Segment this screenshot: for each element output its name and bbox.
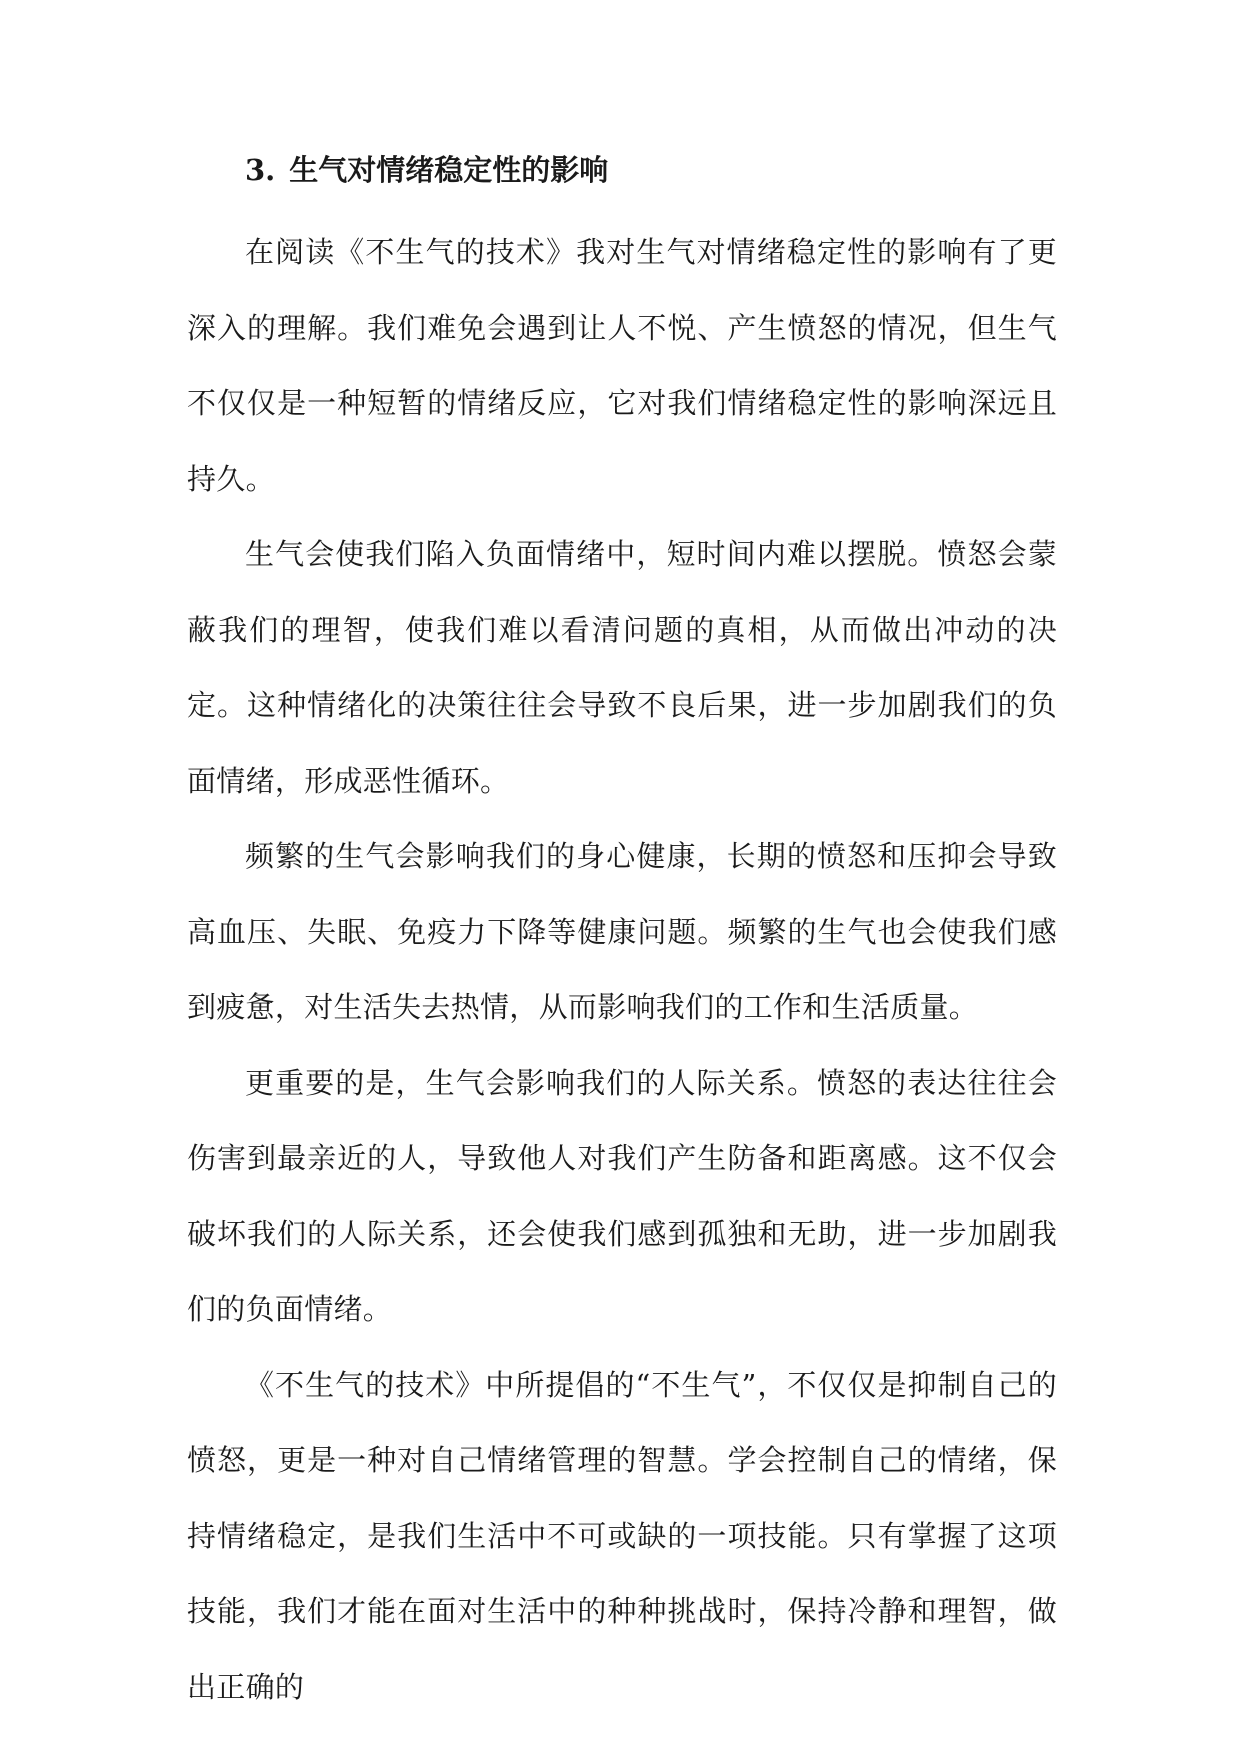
paragraph-1: 在阅读《不生气的技术》我对生气对情绪稳定性的影响有了更深入的理解。我们难免会遇到让人不悦、产生愤怒的情况，但生气不仅仅是一种短暂的情绪反应，它对我们情绪稳定性的影响深远且持久。	[187, 235, 1057, 496]
paragraph-2: 生气会使我们陷入负面情绪中，短时间内难以摆脱。愤怒会蒙蔽我们的理智，使我们难以看清问题的真相，从而做出冲动的决定。这种情绪化的决策往往会导致不良后果，进一步加剧我们的负面情绪，形成恶性循环。	[187, 537, 1057, 798]
paragraph-4: 更重要的是，生气会影响我们的人际关系。愤怒的表达往往会伤害到最亲近的人，导致他人对我们产生防备和距离感。这不仅会破坏我们的人际关系，还会使我们感到孤独和无助，进一步加剧我们的负面情绪。	[187, 1065, 1057, 1326]
paragraph-3: 频繁的生气会影响我们的身心健康，长期的愤怒和压抑会导致高血压、失眠、免疫力下降等健康问题。频繁的生气也会使我们感到疲惫，对生活失去热情，从而影响我们的工作和生活质量。	[187, 839, 1057, 1024]
section-number: 3.	[245, 153, 276, 187]
section-title: 生气对情绪稳定性的影响	[289, 153, 609, 187]
paragraph-5: 《不生气的技术》中所提倡的“不生气”，不仅仅是抑制自己的愤怒，更是一种对自己情绪管理的智慧。学会控制自己的情绪，保持情绪稳定，是我们生活中不可或缺的一项技能。只有掌握了这项技能，我们才能在面对生活中的种种挑战时，保持冷静和理智，做出正确的	[187, 1367, 1057, 1704]
document-body	[187, 140, 1057, 1725]
section-heading	[187, 140, 1057, 200]
